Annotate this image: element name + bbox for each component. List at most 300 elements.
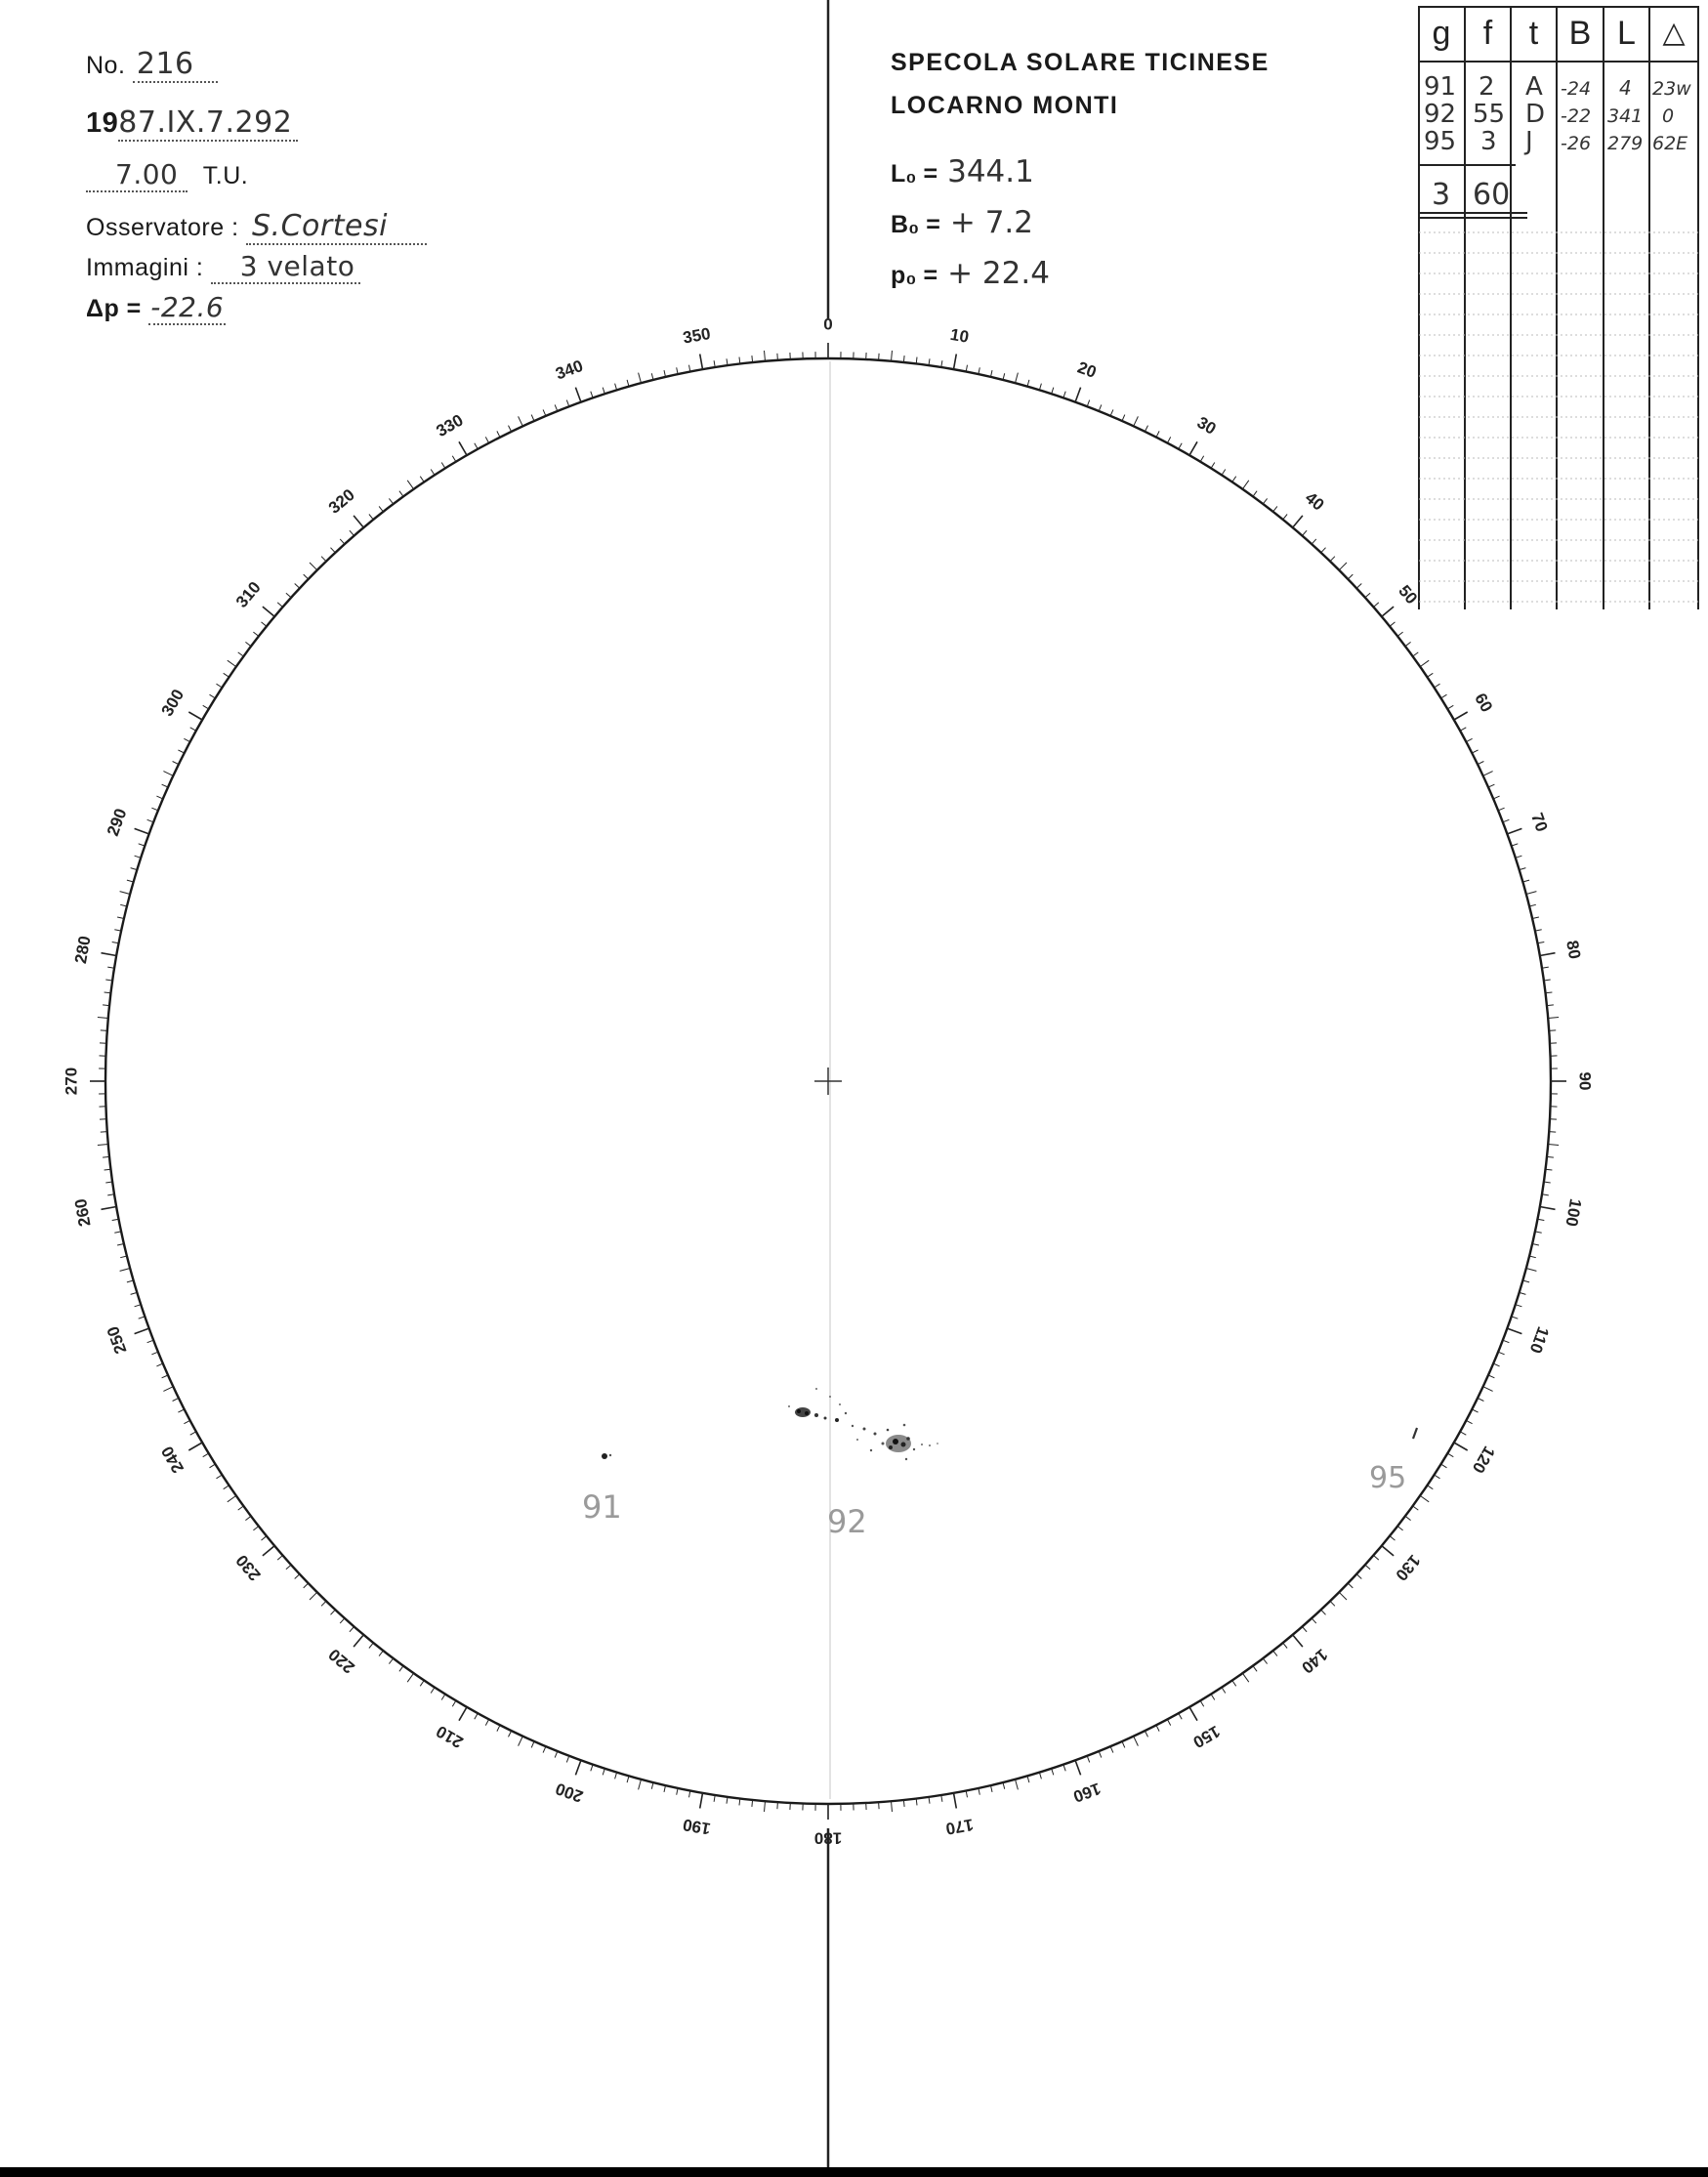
scale-tick <box>1039 1773 1041 1779</box>
scale-tick <box>1507 1328 1521 1334</box>
scale-tick <box>1520 1292 1526 1294</box>
scale-tick <box>1145 1731 1147 1737</box>
scale-tick <box>1330 557 1335 562</box>
scale-tick <box>178 750 184 753</box>
scale-label-160: 160 <box>1070 1779 1104 1807</box>
table-cell: J <box>1525 127 1533 156</box>
scale-tick <box>1478 762 1483 765</box>
scale-tick <box>253 632 259 636</box>
scale-tick <box>1397 632 1403 636</box>
scale-label-230: 230 <box>231 1551 265 1585</box>
scale-tick <box>1472 750 1478 753</box>
scale-tick <box>1428 673 1434 677</box>
scale-tick <box>277 603 282 607</box>
scale-tick <box>286 593 291 598</box>
scale-tick <box>1087 400 1090 407</box>
scale-tick <box>203 705 209 709</box>
scale-tick <box>497 1725 500 1731</box>
scale-tick <box>431 470 435 476</box>
scale-tick <box>1167 1719 1170 1725</box>
scale-tick <box>431 1688 435 1694</box>
scale-tick <box>509 1731 512 1737</box>
scale-label-110: 110 <box>1525 1323 1553 1357</box>
scale-tick <box>135 1305 142 1307</box>
scale-tick <box>1312 1618 1316 1623</box>
institution-name: SPECOLA SOLARE TICINESE <box>891 49 1270 76</box>
col-header-delta: △ <box>1662 17 1686 49</box>
scale-tick <box>1312 539 1316 544</box>
scale-tick <box>519 1737 523 1746</box>
scale-tick <box>1283 515 1287 520</box>
scale-tick <box>286 1565 291 1570</box>
scale-tick <box>1547 1005 1554 1006</box>
total-groups: 3 <box>1432 178 1451 212</box>
group-label-92: 92 <box>827 1503 867 1540</box>
scale-tick <box>1263 498 1267 504</box>
scale-tick <box>879 354 880 360</box>
scale-tick <box>1420 660 1429 666</box>
scale-tick <box>1493 796 1499 799</box>
scale-tick <box>497 431 500 437</box>
scale-tick <box>1405 642 1411 646</box>
scale-tick <box>485 1719 488 1725</box>
scale-tick <box>1075 1760 1081 1775</box>
scale-tick <box>1454 1443 1468 1450</box>
scale-tick <box>1242 1673 1248 1682</box>
table-cell: 62E <box>1652 133 1688 154</box>
scale-tick <box>555 404 558 411</box>
scale-tick <box>114 930 121 931</box>
scale-tick <box>1189 1707 1197 1721</box>
scale-tick <box>184 738 189 741</box>
scale-tick <box>591 392 593 398</box>
scale-tick <box>485 437 488 442</box>
scale-tick <box>639 1779 642 1790</box>
scale-label-30: 30 <box>1193 412 1220 439</box>
scale-tick <box>1441 694 1447 698</box>
scale-tick <box>217 1475 223 1479</box>
scale-tick <box>1027 380 1029 387</box>
scale-tick <box>1232 1681 1236 1687</box>
scale-tick <box>163 1387 173 1392</box>
table-cell: 3 <box>1480 127 1497 156</box>
scale-label-310: 310 <box>231 577 265 611</box>
scale-label-40: 40 <box>1301 487 1328 515</box>
scale-tick <box>1134 1737 1139 1746</box>
delta-p-value: -22.6 <box>150 291 225 323</box>
scale-tick <box>238 652 244 656</box>
scale-tick <box>1273 506 1277 512</box>
scale-tick <box>263 1546 274 1556</box>
scale-tick <box>354 1635 363 1647</box>
scale-tick <box>1507 828 1521 834</box>
delta-p-label: Δp = <box>86 295 142 322</box>
scale-tick <box>1526 892 1537 895</box>
scale-tick <box>1498 808 1505 811</box>
scale-tick <box>1488 1375 1494 1378</box>
scale-tick <box>1428 1486 1434 1489</box>
scale-tick <box>112 1219 119 1220</box>
scale-tick <box>304 574 309 579</box>
scale-tick <box>1122 1741 1125 1747</box>
scale-tick <box>238 1506 244 1510</box>
scale-tick <box>1390 1536 1395 1540</box>
table-cell: D <box>1525 100 1546 129</box>
scale-tick <box>101 1030 107 1031</box>
scale-label-340: 340 <box>553 356 586 384</box>
scale-tick <box>1390 622 1395 626</box>
scale-tick <box>1441 1464 1447 1468</box>
scale-tick <box>162 1375 168 1378</box>
scale-tick <box>1526 1269 1537 1272</box>
scale-tick <box>253 1527 259 1530</box>
scale-tick <box>295 584 300 589</box>
scale-tick <box>1447 705 1453 709</box>
scale-tick <box>354 516 363 527</box>
scale-tick <box>459 441 467 455</box>
scale-tick <box>1052 1769 1054 1776</box>
scale-tick <box>277 1556 282 1561</box>
scale-tick <box>700 355 703 370</box>
scale-tick <box>1179 1713 1182 1719</box>
scale-tick <box>379 506 383 512</box>
scale-tick <box>777 354 778 360</box>
scale-tick <box>127 1280 134 1282</box>
scale-tick <box>1200 456 1204 462</box>
scale-tick <box>1548 1018 1559 1019</box>
scale-tick <box>689 1790 690 1797</box>
scale-tick <box>1460 728 1466 731</box>
scale-tick <box>101 1132 107 1133</box>
scale-tick <box>1522 880 1529 882</box>
scale-tick <box>575 1760 581 1775</box>
images-value: 3 velato <box>211 250 361 284</box>
scale-tick <box>1110 409 1113 415</box>
group-label-91: 91 <box>582 1488 622 1526</box>
scale-tick <box>331 548 336 553</box>
scale-tick <box>151 1352 158 1355</box>
scale-tick <box>131 1292 138 1294</box>
scale-tick <box>966 365 967 372</box>
scale-tick <box>310 1592 317 1600</box>
scale-tick <box>399 491 403 497</box>
scale-tick <box>331 1610 336 1614</box>
scale-tick <box>224 673 229 677</box>
scale-label-220: 220 <box>324 1645 358 1678</box>
scale-tick <box>156 796 162 799</box>
scale-tick <box>321 1601 326 1606</box>
scale-tick <box>162 784 168 787</box>
scale-tick <box>217 684 223 688</box>
scale-tick <box>127 880 134 882</box>
scale-tick <box>321 557 326 562</box>
observer-value: S.Cortesi <box>246 209 427 245</box>
scale-tick <box>1063 392 1065 398</box>
scale-label-150: 150 <box>1189 1721 1224 1752</box>
scale-tick <box>1420 1495 1429 1501</box>
scale-tick <box>389 498 393 504</box>
table-cell: 279 <box>1607 133 1644 154</box>
scale-tick <box>147 819 154 822</box>
scale-tick <box>575 388 581 402</box>
scale-tick <box>1156 431 1159 437</box>
scale-tick <box>407 1673 413 1682</box>
scale-tick <box>1365 1565 1370 1570</box>
scale-tick <box>263 607 274 616</box>
scale-tick <box>163 772 173 776</box>
scale-tick <box>1321 548 1326 553</box>
scale-tick <box>151 808 158 811</box>
scale-tick <box>1339 1592 1347 1600</box>
scale-label-60: 60 <box>1471 690 1497 716</box>
scale-tick <box>1498 1352 1505 1355</box>
scale-tick <box>1156 1725 1159 1731</box>
scale-tick <box>350 530 354 535</box>
scale-tick <box>615 1773 617 1779</box>
scale-tick <box>1321 1610 1326 1614</box>
scale-tick <box>188 1443 202 1450</box>
total-spots: 60 <box>1473 178 1511 212</box>
scale-tick <box>627 1776 629 1782</box>
scale-tick <box>1512 844 1519 846</box>
scale-tick <box>156 1363 162 1366</box>
col-header-t: t <box>1528 15 1539 52</box>
scale-tick <box>245 1516 251 1520</box>
scale-tick <box>1110 1746 1113 1752</box>
scale-tick <box>1503 819 1510 822</box>
scale-label-0: 0 <box>823 314 833 334</box>
scale-tick <box>627 380 629 387</box>
scale-tick <box>120 892 131 895</box>
scale-tick <box>1016 373 1019 384</box>
scale-label-90: 90 <box>1575 1071 1595 1091</box>
scale-tick <box>1535 930 1542 931</box>
scale-tick <box>1253 491 1257 497</box>
scale-tick <box>228 660 236 666</box>
scale-label-350: 350 <box>681 323 713 348</box>
scale-label-270: 270 <box>62 1067 81 1096</box>
scale-tick <box>1039 384 1041 391</box>
scale-tick <box>188 712 202 720</box>
scale-tick <box>879 1802 880 1809</box>
scale-tick <box>112 942 119 943</box>
scale-tick <box>1253 1666 1257 1672</box>
scale-label-300: 300 <box>157 686 188 720</box>
scale-tick <box>892 1801 893 1812</box>
scale-tick <box>1189 441 1197 455</box>
scale-tick <box>139 1317 146 1319</box>
col-header-g: g <box>1432 15 1451 52</box>
scale-tick <box>1447 1453 1453 1457</box>
col-header-l: L <box>1617 15 1636 52</box>
scale-tick <box>1303 1627 1308 1632</box>
scale-tick <box>603 388 604 395</box>
scale-tick <box>1242 481 1248 489</box>
scale-tick <box>441 463 445 469</box>
scale-label-260: 260 <box>70 1196 95 1229</box>
scale-tick <box>1222 1688 1226 1694</box>
time-unit: T.U. <box>202 162 249 189</box>
scale-tick <box>1348 1583 1353 1588</box>
scale-tick <box>135 1328 149 1334</box>
page-bottom-edge <box>0 2167 1708 2177</box>
scale-tick <box>399 1666 403 1672</box>
scale-label-280: 280 <box>70 934 95 966</box>
scale-tick <box>1549 1132 1556 1133</box>
scale-tick <box>475 443 478 449</box>
scale-tick <box>1435 684 1440 688</box>
scale-tick <box>1413 652 1419 656</box>
scale-tick <box>1348 574 1353 579</box>
scale-tick <box>1540 1207 1556 1210</box>
scale-tick <box>114 1232 121 1233</box>
scale-tick <box>615 384 617 391</box>
scale-tick <box>519 416 523 426</box>
scale-tick <box>1356 584 1361 589</box>
time-value: 7.00 <box>86 158 187 192</box>
table-cell: -24 <box>1561 78 1592 100</box>
scale-tick <box>1374 603 1379 607</box>
scale-tick <box>1293 1635 1303 1647</box>
scale-tick <box>765 1801 766 1812</box>
scale-tick <box>1435 1475 1440 1479</box>
table-cell: -22 <box>1561 105 1592 127</box>
scale-tick <box>903 1800 904 1807</box>
scale-tick <box>1548 1145 1559 1146</box>
scale-tick <box>1549 1030 1556 1031</box>
scale-tick <box>1293 516 1303 527</box>
scale-tick <box>509 426 512 432</box>
p0-value: + 22.4 <box>947 256 1050 291</box>
scale-tick <box>1516 1305 1522 1307</box>
scale-tick <box>954 355 957 370</box>
scale-tick <box>295 1574 300 1579</box>
scale-tick <box>1397 1527 1403 1530</box>
scale-label-80: 80 <box>1562 939 1585 961</box>
scale-tick <box>1483 1387 1493 1392</box>
scale-tick <box>555 1751 558 1758</box>
l0-label: L₀ = <box>891 160 938 188</box>
scale-tick <box>203 1453 209 1457</box>
scale-tick <box>1540 953 1556 956</box>
scale-label-120: 120 <box>1468 1443 1499 1477</box>
disk-center-cross <box>814 1068 842 1095</box>
scale-tick <box>531 1741 534 1747</box>
table-cell: 341 <box>1607 105 1644 127</box>
scale-tick <box>1273 1651 1277 1656</box>
scale-tick <box>102 1207 117 1210</box>
scale-label-100: 100 <box>1562 1196 1586 1229</box>
table-cell: 2 <box>1479 72 1495 102</box>
scale-tick <box>190 1432 196 1435</box>
scale-tick <box>1537 942 1544 943</box>
table-cell: 0 <box>1662 105 1675 127</box>
institution-location: LOCARNO MONTI <box>891 92 1119 119</box>
scale-tick <box>1027 1776 1029 1782</box>
scale-tick <box>135 856 142 858</box>
scale-tick <box>1488 784 1494 787</box>
b0-label: B₀ = <box>891 211 940 238</box>
scale-tick <box>407 481 413 489</box>
table-cell: 92 <box>1424 100 1457 129</box>
scale-tick <box>369 1643 373 1648</box>
scale-label-170: 170 <box>943 1815 976 1839</box>
scale-tick <box>98 1018 108 1019</box>
scale-tick <box>1134 416 1139 426</box>
scale-tick <box>131 868 138 870</box>
scale-tick <box>966 1790 967 1797</box>
scale-tick <box>389 1658 393 1664</box>
scale-tick <box>103 1005 109 1006</box>
scale-tick <box>531 415 534 421</box>
scale-tick <box>1339 563 1347 570</box>
scale-tick <box>340 539 345 544</box>
scale-tick <box>591 1765 593 1772</box>
scale-tick <box>1522 1280 1529 1282</box>
number-value: 216 <box>133 47 218 83</box>
scale-tick <box>147 1340 154 1343</box>
l0-value: 344.1 <box>947 154 1034 189</box>
scale-tick <box>1232 477 1236 482</box>
scale-tick <box>103 1156 109 1157</box>
scale-tick <box>310 563 317 570</box>
scale-label-180: 180 <box>813 1828 843 1848</box>
scale-tick <box>1075 388 1081 402</box>
sunspot-group-95 <box>1413 1428 1417 1439</box>
scale-tick <box>903 356 904 362</box>
scale-tick <box>190 728 196 731</box>
scale-tick <box>603 1769 604 1776</box>
scale-tick <box>777 1802 778 1809</box>
scale-tick <box>1466 738 1472 741</box>
col-header-f: f <box>1482 15 1493 52</box>
table-cell: -26 <box>1561 133 1592 154</box>
scale-tick <box>1016 1779 1019 1790</box>
scale-tick <box>1303 530 1308 535</box>
scale-tick <box>1211 463 1215 469</box>
scale-tick <box>369 515 373 520</box>
scale-tick <box>350 1627 354 1632</box>
scale-tick <box>1472 1409 1478 1412</box>
scale-tick <box>1503 1340 1510 1343</box>
scale-tick <box>543 1746 546 1752</box>
scale-tick <box>452 456 456 462</box>
table-cell: 91 <box>1424 72 1457 102</box>
scale-tick <box>173 1398 179 1401</box>
scale-tick <box>1483 772 1493 776</box>
scale-tick <box>379 1651 383 1656</box>
scale-tick <box>1535 1232 1542 1233</box>
scale-tick <box>340 1618 345 1623</box>
scale-tick <box>245 642 251 646</box>
scale-label-290: 290 <box>103 806 131 839</box>
scale-tick <box>954 1793 957 1809</box>
group-label-95: 95 <box>1369 1461 1407 1495</box>
scale-tick <box>1099 404 1102 411</box>
scale-label-20: 20 <box>1074 357 1100 382</box>
scale-tick <box>1460 1432 1466 1435</box>
scale-tick <box>224 1486 229 1489</box>
number-label: No. <box>86 52 126 79</box>
scale-tick <box>1222 470 1226 476</box>
scale-tick <box>1087 1756 1090 1763</box>
scale-tick <box>210 694 216 698</box>
scale-tick <box>1537 1219 1544 1220</box>
scale-tick <box>1478 1398 1483 1401</box>
scale-tick <box>475 1713 478 1719</box>
p0-label: p₀ = <box>891 262 938 289</box>
scale-tick <box>1405 1516 1411 1520</box>
